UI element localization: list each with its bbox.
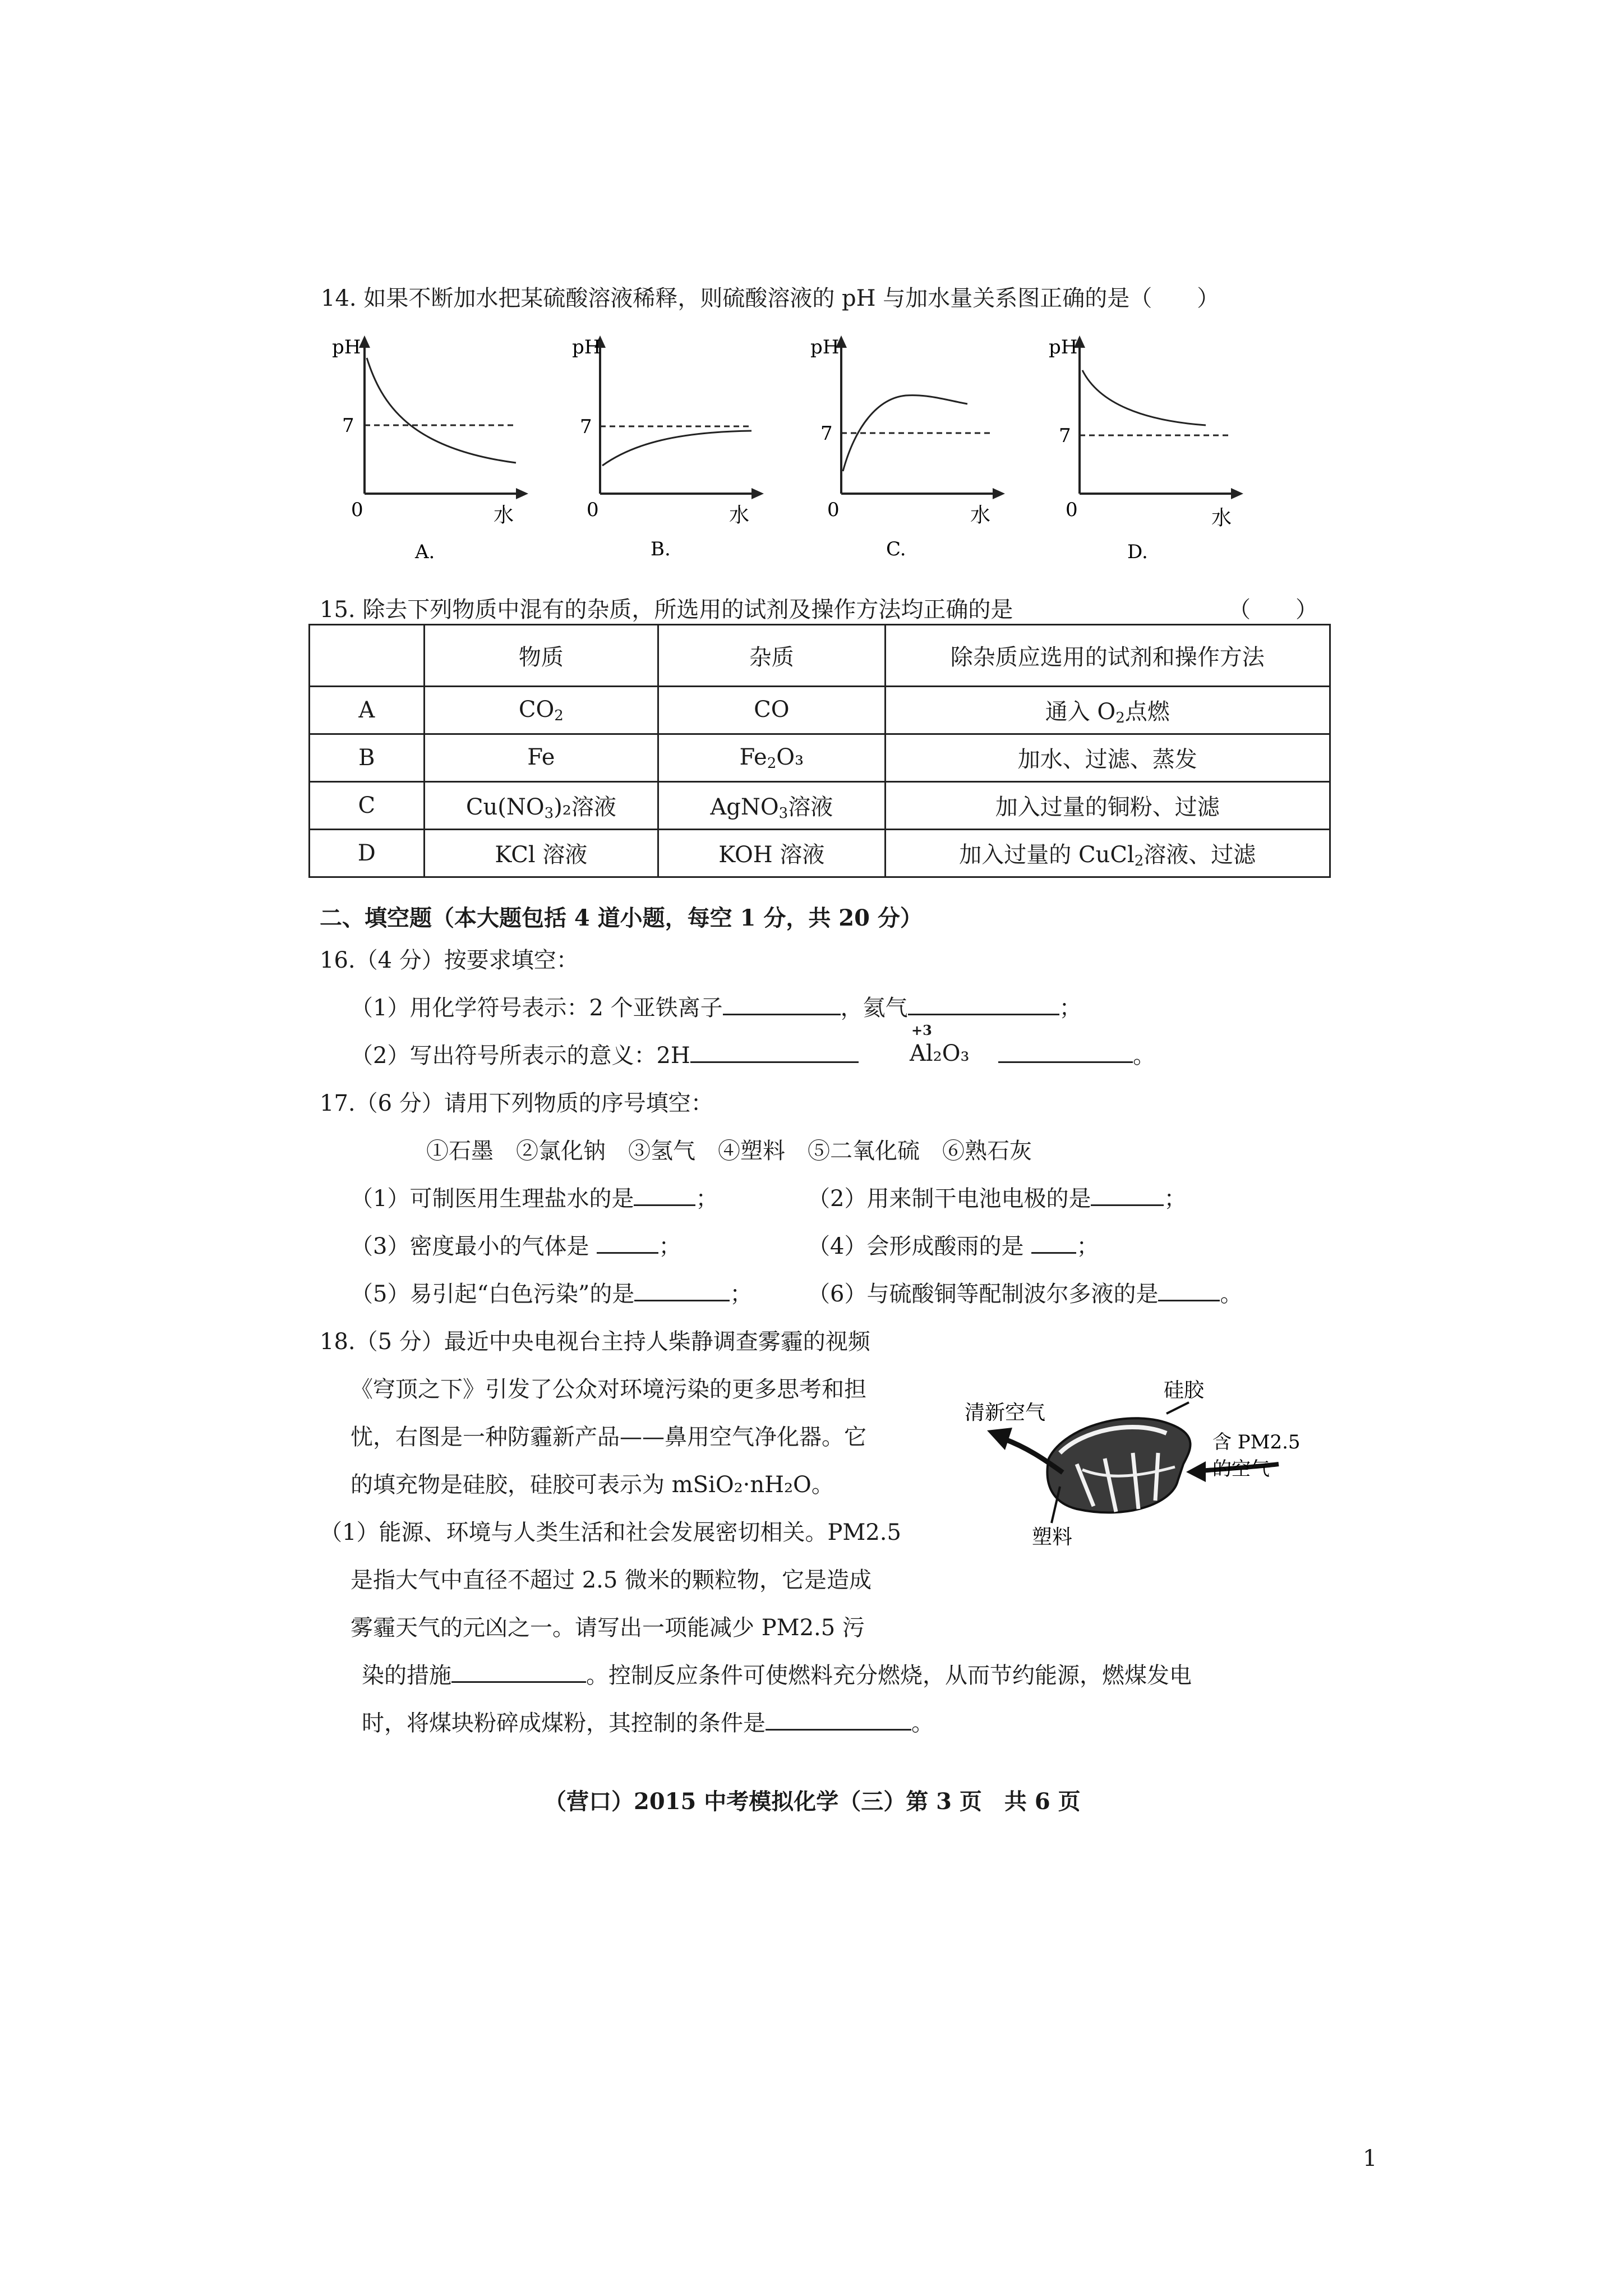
answer-blank[interactable]: [908, 1009, 1059, 1015]
q14-c-ylabel: pH: [810, 336, 840, 358]
q17-part6: （6）与硫酸铜等配制波尔多液的是 。: [808, 1281, 1243, 1307]
air-purifier-figure: [965, 1374, 1335, 1576]
method-cell: 加入过量的 CuCl$_2$溶液、过滤: [885, 830, 1330, 877]
q14-d-label: D.: [1127, 541, 1148, 563]
substance-cell: KCl 溶液: [424, 830, 658, 877]
option-cell: C: [310, 782, 425, 830]
option-cell: D: [310, 830, 425, 877]
q14-c-ref: 7: [820, 422, 833, 445]
q14-a-ref: 7: [342, 415, 354, 437]
q14-text: 14. 如果不断加水把某硫酸溶液稀释，则硫酸溶液的 pH 与加水量关系图正确的是（ ）: [321, 286, 1220, 311]
header-cell: 除杂质应选用的试剂和操作方法: [885, 625, 1330, 687]
q17-part4: （4）会形成酸雨的是 ；: [808, 1234, 1099, 1259]
q15-table: [308, 624, 1331, 878]
q15-bracket: （ ）: [1228, 597, 1318, 623]
q18-line8: 染的措施 。控制反应条件可使燃料充分燃烧，从而节约能源，燃煤发电: [362, 1663, 1192, 1688]
pm25-air-label: 的空气: [1212, 1458, 1270, 1480]
header-cell: 物质: [424, 625, 658, 687]
q14-graph-a: [331, 331, 533, 567]
header-cell: 杂质: [658, 625, 885, 687]
q14-c-xlabel: 水: [970, 504, 991, 527]
q14-graph-c: [805, 331, 1012, 567]
q16-line1: （1）用化学符号表示：2 个亚铁离子 ，氦气 ；: [351, 995, 1082, 1021]
q18-line5: （1）能源、环境与人类生活和社会发展密切相关。PM2.5: [320, 1520, 901, 1545]
impurity-cell: AgNO$_3$溶液: [658, 782, 885, 830]
substance-cell: Fe: [424, 734, 658, 782]
method-cell: 加入过量的铜粉、过滤: [885, 782, 1330, 830]
answer-blank[interactable]: [1158, 1295, 1220, 1301]
table-header-row: [310, 625, 1330, 687]
q17-part5: （5）易引起“白色污染”的是 ；: [351, 1281, 753, 1307]
q18-line6: 是指大气中直径不超过 2.5 微米的颗粒物，它是造成: [351, 1567, 872, 1593]
q14-d-xlabel: 水: [1211, 507, 1232, 530]
q14-d-ylabel: pH: [1049, 336, 1078, 358]
q14-c-origin: 0: [827, 499, 840, 521]
q14-c-label: C.: [886, 538, 906, 560]
q14-b-label: B.: [651, 538, 671, 560]
q14-a-label: A.: [415, 541, 435, 563]
table-row: [310, 687, 1330, 734]
q14-a-ylabel: pH: [332, 336, 361, 358]
q14-d-ref: 7: [1059, 425, 1071, 447]
q16-line2: （2）写出符号所表示的意义：2H: [351, 1038, 859, 1070]
answer-blank[interactable]: [1091, 1200, 1164, 1206]
q14-b-origin: 0: [587, 499, 599, 521]
answer-blank[interactable]: [1031, 1248, 1076, 1254]
substance-cell: $Cu(NO_3)_2$溶液: [424, 782, 658, 830]
table-row: [310, 830, 1330, 877]
header-cell: [310, 625, 425, 687]
q18-line3: 忧，右图是一种防霾新产品——鼻用空气净化器。它: [351, 1424, 866, 1450]
answer-blank[interactable]: [766, 1724, 911, 1731]
q14-b-ref: 7: [580, 416, 592, 438]
page-number: 1: [1363, 2146, 1377, 2171]
answer-blank[interactable]: [634, 1200, 695, 1206]
q14-d-origin: 0: [1066, 499, 1078, 521]
pm25-label: 含 PM2.5: [1212, 1431, 1301, 1453]
impurity-cell: CO: [658, 687, 885, 734]
answer-blank[interactable]: [451, 1677, 586, 1683]
q18-line4: 的填充物是硅胶，硅胶可表示为 mSiO₂·nH₂O。: [351, 1472, 834, 1498]
answer-blank[interactable]: [634, 1295, 730, 1301]
q18-line7: 雾霾天气的元凶之一。请写出一项能减少 PM2.5 污: [351, 1615, 865, 1641]
answer-blank[interactable]: [597, 1248, 658, 1254]
oxidation-state: +3: [911, 1022, 932, 1038]
q16-title: 16.（4 分）按要求填空：: [320, 947, 579, 973]
q16-line2-tail: 。: [998, 1038, 1155, 1070]
q17-part2: （2）用来制干电池电极的是 ；: [808, 1186, 1187, 1212]
table-row: [310, 782, 1330, 830]
q14-graph-d: [1043, 331, 1251, 567]
q17-part1: （1）可制医用生理盐水的是 ；: [351, 1186, 718, 1212]
table-row: [310, 734, 1330, 782]
option-cell: A: [310, 687, 425, 734]
option-cell: B: [310, 734, 425, 782]
fresh-air-label: 清新空气: [965, 1401, 1046, 1424]
method-cell: 通入 $O_2$点燃: [885, 687, 1330, 734]
q17-part3: （3）密度最小的气体是 ；: [351, 1234, 681, 1259]
q14-a-origin: 0: [351, 499, 363, 521]
page-footer: （营口）2015 中考模拟化学（三）第 3 页 共 6 页: [544, 1788, 1081, 1815]
section-heading: 二、填空题（本大题包括 4 道小题，每空 1 分，共 20 分）: [320, 905, 923, 931]
impurity-cell: $Fe_2O_3$: [658, 734, 885, 782]
q14-graph-b: [566, 331, 768, 567]
silica-label: 硅胶: [1164, 1379, 1205, 1402]
q18-line9: 时，将煤块粉碎成煤粉，其控制的条件是 。: [362, 1710, 934, 1736]
answer-blank[interactable]: [998, 1057, 1133, 1063]
answer-blank[interactable]: [690, 1057, 859, 1063]
answer-blank[interactable]: [723, 1009, 841, 1015]
q18-line2: 《穹顶之下》引发了公众对环境污染的更多思考和担: [351, 1377, 866, 1402]
q14-a-xlabel: 水: [494, 504, 514, 527]
q14-b-ylabel: pH: [572, 336, 601, 358]
plastic-label: 塑料: [1032, 1526, 1073, 1549]
q17-title: 17.（6 分）请用下列物质的序号填空：: [320, 1091, 713, 1116]
impurity-cell: KOH 溶液: [658, 830, 885, 877]
q18-line1: 18.（5 分）最近中央电视台主持人柴静调查雾霾的视频: [320, 1329, 870, 1355]
q14-b-xlabel: 水: [729, 504, 750, 527]
alumina-formula: Al₂O₃: [910, 1041, 970, 1066]
q15-text: 15. 除去下列物质中混有的杂质，所选用的试剂及操作方法均正确的是: [320, 597, 1013, 623]
q17-options: ①石墨 ②氯化钠 ③氢气 ④塑料 ⑤二氧化硫 ⑥熟石灰: [426, 1138, 1032, 1164]
method-cell: 加水、过滤、蒸发: [885, 734, 1330, 782]
substance-cell: $CO_2$: [424, 687, 658, 734]
